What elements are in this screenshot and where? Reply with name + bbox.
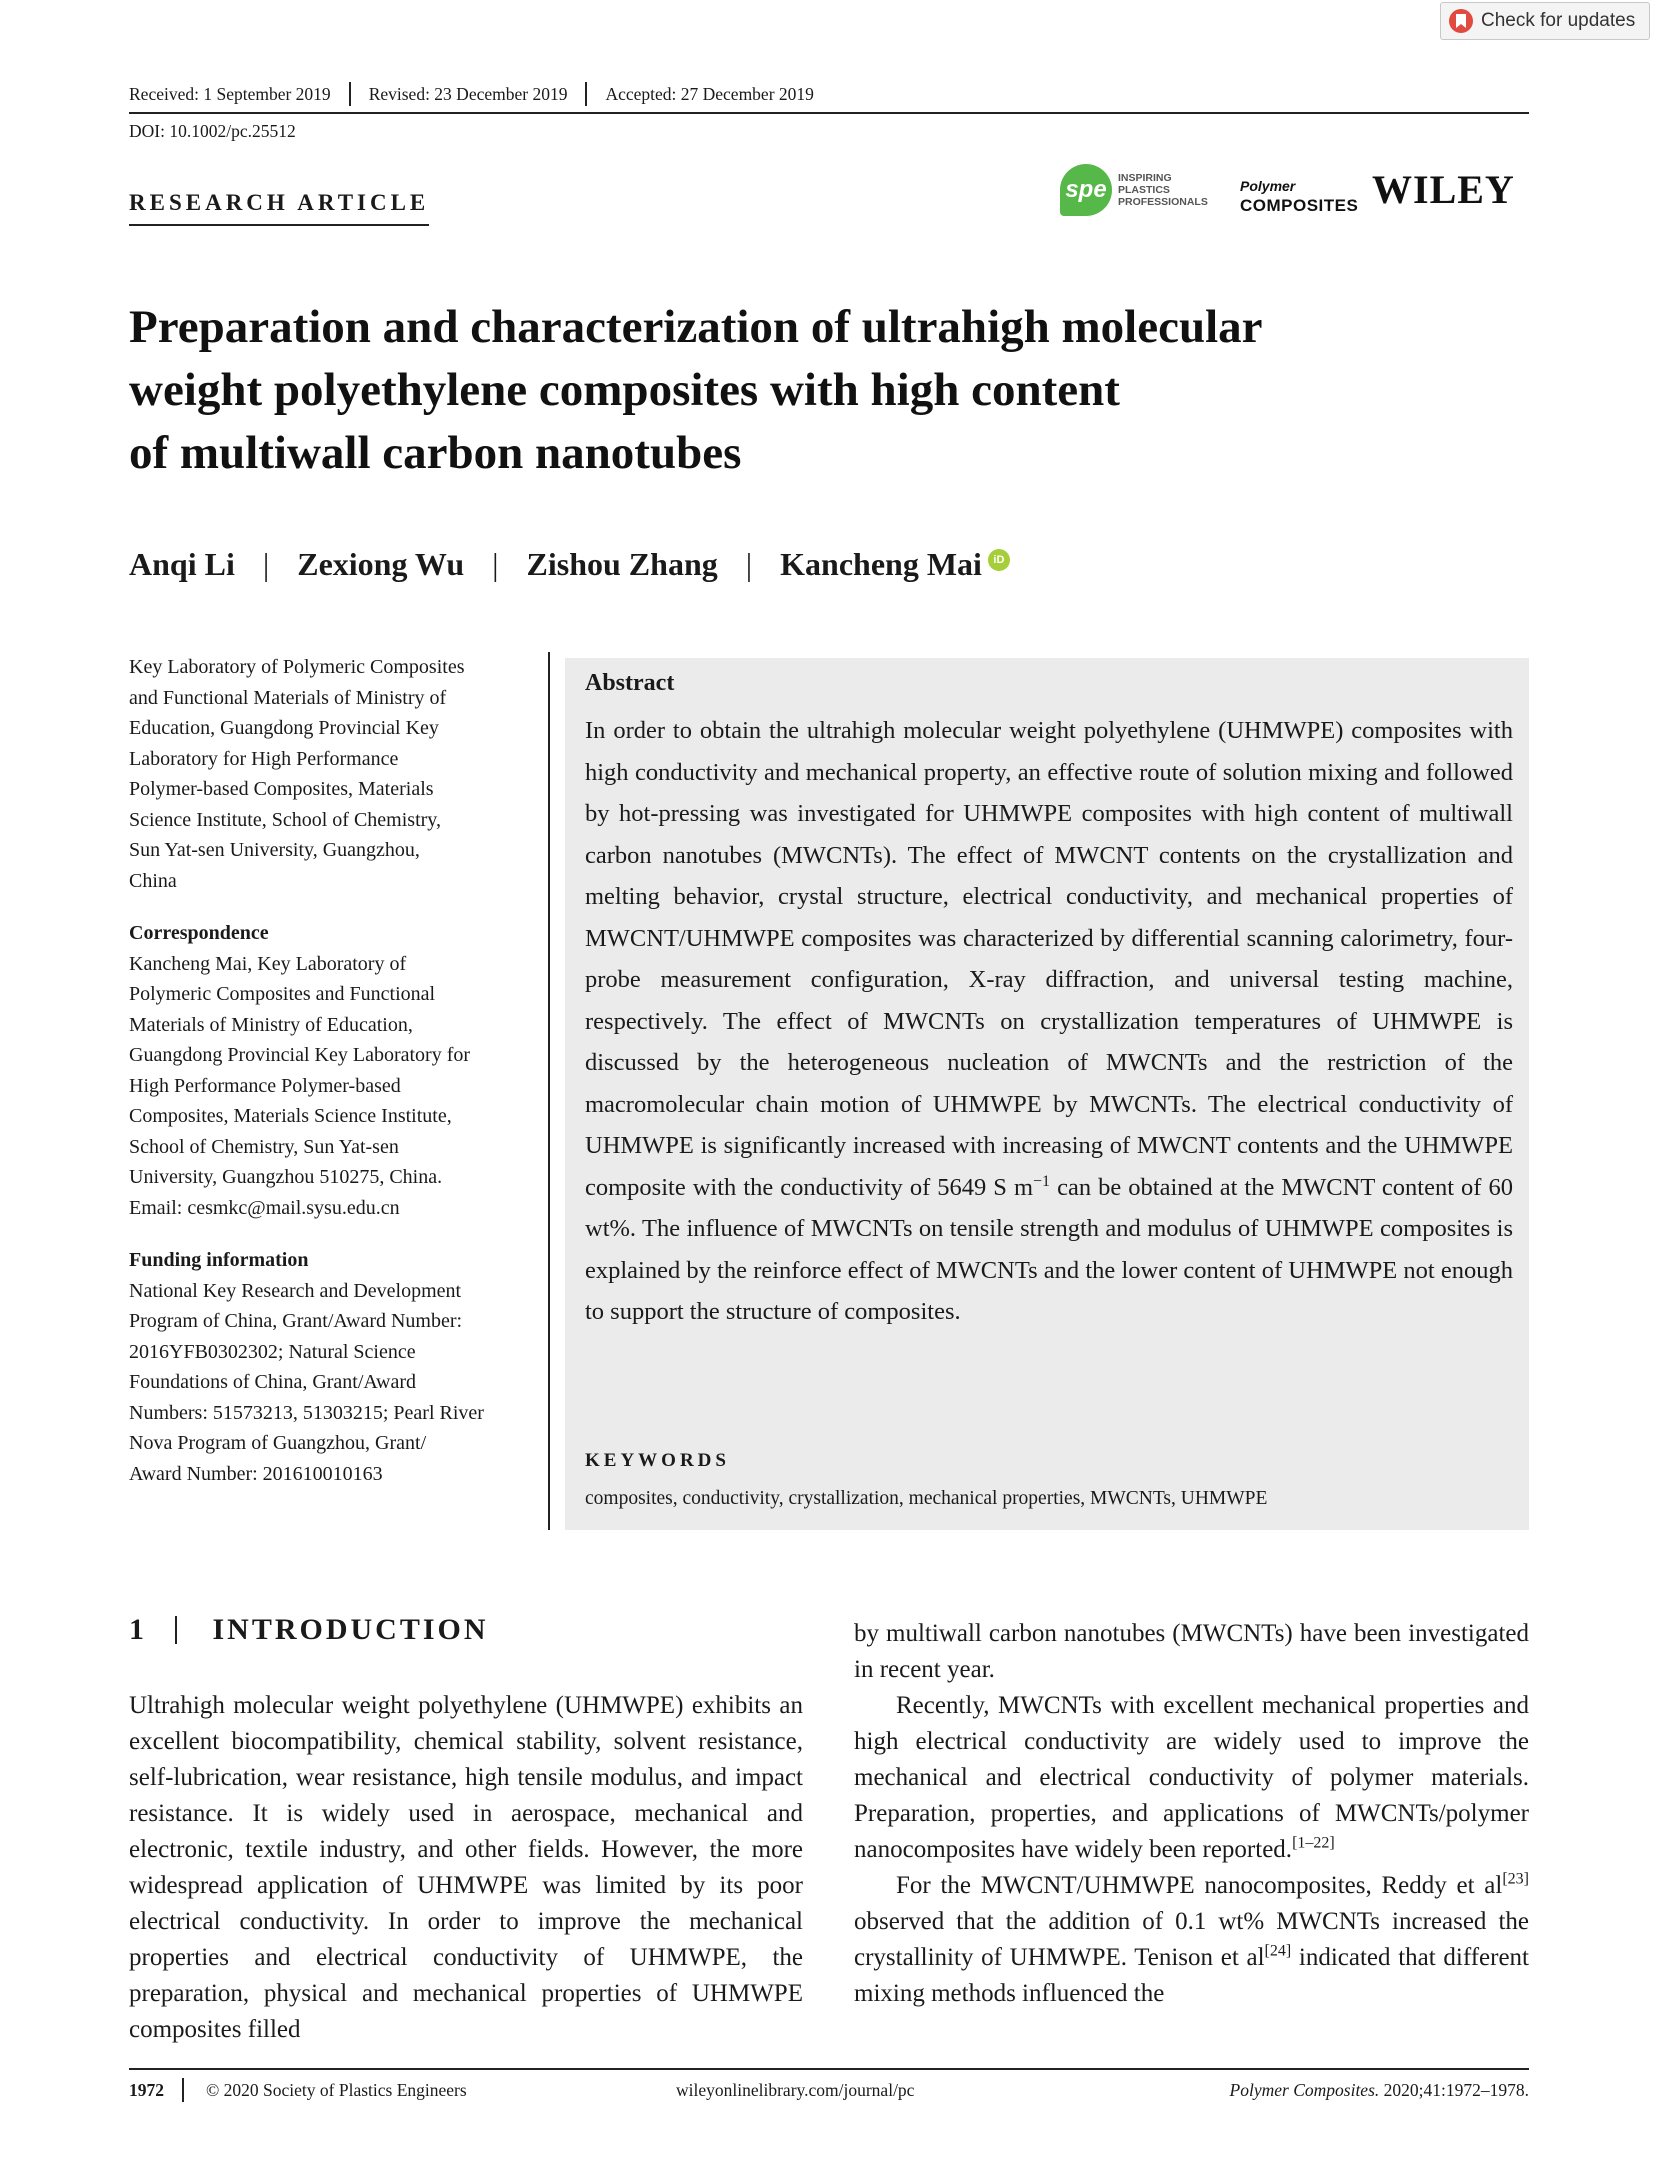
paragraph: For the MWCNT/UHMWPE nanocomposites, Reddy et al[23] observed that the addition of 0.1 wt% MWCNTs increased the crystallinity of UHMWPE. Tenison et al[24] indicated that different mixing methods influenced the — [854, 1870, 1529, 2007]
wiley-logo: WILEY — [1372, 167, 1515, 212]
article-title — [129, 296, 1449, 485]
title-line: Preparation and characterization of ultrahigh molecular — [129, 301, 1263, 353]
body-column-right — [854, 1616, 1529, 2012]
footer-divider — [129, 2068, 1529, 2070]
paragraph: Recently, MWCNTs with excellent mechanical properties and high electrical conductivity are widely used to improve the mechanical and electrical conductivity of polymer materials. Preparation, properties, and applications of MWCNTs/polymer nanocomposites have widely been reported.[1–22] — [854, 1692, 1529, 1863]
author-separator: | — [745, 546, 753, 582]
polymer-composites-logo: Polymer COMPOSITES — [1240, 178, 1359, 215]
revised-date: Revised: 23 December 2019 — [349, 82, 586, 106]
keywords-list: composites, conductivity, crystallization, mechanical properties, MWCNTs, UHMWPE — [585, 1488, 1268, 1509]
funding-heading: Funding information — [129, 1249, 309, 1271]
correspondence-email[interactable]: Email: cesmkc@mail.sysu.edu.cn — [129, 1196, 400, 1219]
doi[interactable]: DOI: 10.1002/pc.25512 — [129, 121, 296, 141]
funding-information: National Key Research and Development Program of China, Grant/Award Number: 2016YFB0302302; Natural Science Foundations of China, Grant/Award Numbers: 51573213, 51303215; Pearl River Nova Program of Guangzhou, Grant/ Award Number: 201610010163 — [129, 1279, 484, 1485]
author-list — [129, 546, 1010, 583]
abstract-body: In order to obtain the ultrahigh molecular weight polyethylene (UHMWPE) composites with high conductivity and mechanical property, an effective route of solution mixing and followed by hot-pressing was investigated for UHMWPE composites with high content of multiwall carbon nanotubes (MWCNTs). The effect of MWCNT contents on the crystallization and melting behavior, crystal structure, electrical conductivity, and mechanical properties of MWCNT/UHMWPE composites was characterized by differential scanning calorimetry, four-probe measurement configuration, X-ray diffraction, and universal testing machine, respectively. The effect of MWCNTs on crystallization temperatures of UHMWPE is discussed by the heterogeneous nucleation of MWCNTs and the restriction of the macromolecular chain motion of UHMWPE by MWCNTs. The electrical conductivity of UHMWPE is significantly increased with increasing of MWCNT contents and the UHMWPE composite with the conductivity of 5649 S $m^{-1}$ can be obtained at the MWCNT content of 60 wt%. The influence of MWCNTs on tensile strength and modulus of UHMWPE composites is explained by the reinforce effect of MWCNTs and the lower content of UHMWPE not enough to support the structure of composites. — [585, 717, 1513, 1325]
article-info-sidebar — [129, 652, 534, 1489]
orcid-icon[interactable]: iD — [988, 549, 1010, 571]
copyright: © 2020 Society of Plastics Engineers — [206, 2079, 467, 2100]
abstract-heading: Abstract — [585, 670, 675, 696]
citation-ref[interactable]: [1–22] — [1292, 1834, 1335, 1852]
article-dates — [129, 82, 1529, 106]
body-column-left — [129, 1688, 803, 2048]
header-divider — [129, 112, 1529, 114]
section-heading-divider — [175, 1616, 177, 1644]
spe-mark: spe — [1060, 164, 1112, 216]
sidebar-divider — [548, 652, 550, 1530]
title-line: of multiwall carbon nanotubes — [129, 427, 742, 479]
spe-logo — [1060, 164, 1208, 216]
author-name[interactable]: Zexiong Wu — [297, 546, 465, 582]
page-footer — [129, 2078, 1529, 2102]
section-heading-introduction — [129, 1613, 489, 1647]
author-separator: | — [492, 546, 499, 582]
title-line: weight polyethylene composites with high content — [129, 364, 1120, 416]
keywords-heading: KEYWORDS — [585, 1450, 730, 1471]
correspondence-heading: Correspondence — [129, 922, 269, 944]
affiliation: Key Laboratory of Polymeric Composites and Functional Materials of Ministry of Education, Guangdong Provincial Key Laboratory for High Performance Polymer-based Composites, Materials Science Institute, School of Chemistry, Sun Yat-sen University, Guangzhou, China — [129, 656, 465, 892]
check-for-updates-label: Check for updates — [1481, 10, 1636, 31]
bookmark-icon — [1449, 9, 1473, 33]
citation-ref[interactable]: [24] — [1264, 1942, 1292, 1960]
paragraph: Ultrahigh molecular weight polyethylene (UHMWPE) exhibits an excellent biocompatibility, chemical stability, solvent resistance, self-lubrication, wear resistance, high tensile modulus, and impact resistance. It is widely used in aerospace, mechanical and electronic, textile industry, and other fields. However, the more widespread application of UHMWPE was limited by its poor electrical conductivity. In order to improve the mechanical properties and electrical conductivity of UHMWPE, the preparation, physical and mechanical properties of UHMWPE composites filled — [129, 1692, 803, 2043]
citation: Polymer Composites. 2020;41:1972–1978. — [1229, 2079, 1529, 2100]
author-name[interactable]: Anqi Li — [129, 546, 235, 582]
accepted-date: Accepted: 27 December 2019 — [585, 82, 831, 106]
spe-tagline: INSPIRING PLASTICS PROFESSIONALS — [1118, 172, 1208, 208]
section-title: INTRODUCTION — [212, 1613, 489, 1646]
received-date: Received: 1 September 2019 — [129, 84, 331, 104]
article-type: RESEARCH ARTICLE — [129, 190, 429, 226]
correspondence: Kancheng Mai, Key Laboratory of Polymeric Composites and Functional Materials of Ministry of Education, Guangdong Provincial Key Laboratory for High Performance Polymer-based Composites, Materials Science Institute, School of Chemistry, Sun Yat-sen University, Guangzhou 510275, China. Email: cesmkc@mail.sysu.edu.cn — [129, 949, 534, 1224]
journal-url[interactable]: wileyonlinelibrary.com/journal/pc — [676, 2079, 915, 2100]
check-for-updates-button[interactable] — [1440, 2, 1650, 40]
author-name[interactable]: Zishou Zhang — [526, 546, 718, 582]
author-separator: | — [262, 546, 270, 582]
author-name[interactable]: Kancheng Mai — [780, 546, 982, 582]
page-number: 1972 — [129, 2078, 184, 2102]
citation-ref[interactable]: [23] — [1502, 1870, 1529, 1888]
paragraph: by multiwall carbon nanotubes (MWCNTs) have been investigated in recent year. — [854, 1620, 1529, 1683]
section-number: 1 — [129, 1613, 147, 1646]
